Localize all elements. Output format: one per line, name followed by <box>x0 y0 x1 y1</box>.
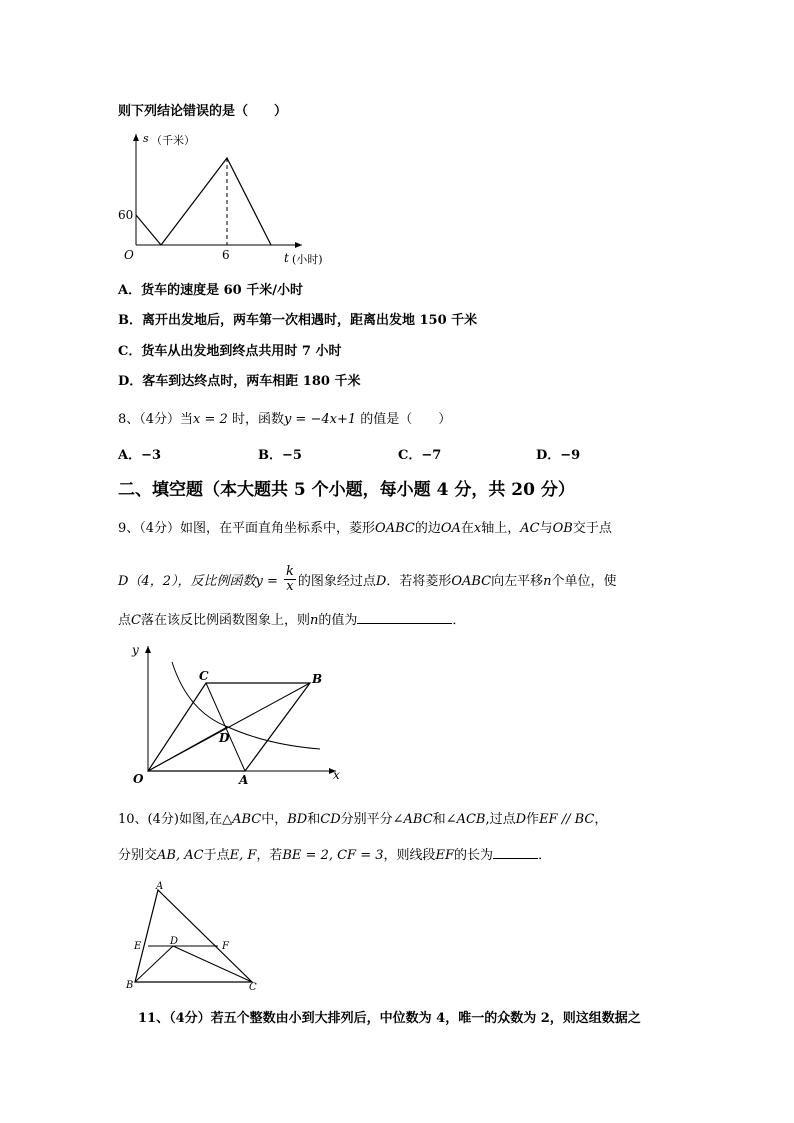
q10-label-b: B <box>126 980 134 991</box>
q9-hyperbola <box>172 662 323 749</box>
q10-line-2: 分别交AB, AC于点E, F，若BE = 2, CF = 3，则线段EF的长为 ． <box>118 848 552 863</box>
q7-line-1 <box>136 215 161 245</box>
q10-label-f: F <box>222 941 229 952</box>
q9-label-x: x <box>333 768 340 782</box>
q10-segment-cd <box>173 946 252 982</box>
q7-option-c: C．货车从出发地到终点共用时 7 小时 <box>118 344 342 359</box>
q9-label-d: D <box>219 731 230 745</box>
q7-y-tick-60: 60 <box>118 208 134 222</box>
q7-x-label: t <box>284 251 289 265</box>
q8-choice-b: B．−5 <box>258 448 302 463</box>
q10-label-e: E <box>134 941 142 952</box>
q7-option-a: A．货车的速度是 60 千米/小时 <box>118 283 303 298</box>
q7-x-unit: (小时) <box>292 253 323 266</box>
q7-option-b: B．离开出发地后，两车第一次相遇时，距离出发地 150 千米 <box>118 313 478 328</box>
q9-rhombus-figure <box>128 642 348 787</box>
q8-choice-a: A．−3 <box>118 448 162 463</box>
q10-line-1: 10、(4分)如图,在△ABC中，BD和CD分别平分∠ABC和∠ACB,过点D作EF // BC， <box>118 812 608 827</box>
q7-x-tick-6: 6 <box>222 248 230 262</box>
q7-distance-time-graph <box>110 128 350 268</box>
q10-label-d: D <box>170 936 179 947</box>
q10-label-a: A <box>156 881 164 892</box>
section-2-heading: 二、填空题（本大题共 5 个小题，每小题 4 分，共 20 分） <box>118 480 575 500</box>
q9-diagonal-ac <box>206 683 245 771</box>
q10-triangle-abc <box>135 890 252 982</box>
q8-choice-c: C．−7 <box>398 448 442 463</box>
q9-fraction: $\frac{k}{x}$ <box>285 564 294 594</box>
q8-choice-d: D．−9 <box>536 448 581 463</box>
q9-label-c: C <box>199 669 209 683</box>
q9-line-1: 9、（4分）如图，在平面直角坐标系中，菱形OABC的边OA在x轴上，AC与OB交于点 <box>118 521 612 536</box>
q7-option-d: D．客车到达终点时，两车相距 180 千米 <box>118 374 361 389</box>
q9-segment-od <box>148 727 227 771</box>
q7-y-label: s <box>143 132 149 145</box>
q9-label-o: O <box>133 772 144 786</box>
q10-label-c: C <box>249 982 257 993</box>
q9-label-a: A <box>239 773 249 787</box>
q9-label-y: y <box>132 643 139 657</box>
q9-label-b: B <box>312 672 323 686</box>
q7-y-unit: （千米） <box>151 134 195 147</box>
q10-triangle-figure <box>124 882 269 992</box>
q11-stem: 11、（4分）若五个整数由小到大排列后，中位数为 4，唯一的众数为 2，则这组数据之 <box>138 1011 641 1026</box>
q10-answer-blank <box>493 858 538 859</box>
q9-line-2: D（4，2），反比例函数y = $\frac{k}{x}$ 的图象经过点D．若将菱形OABC向左平移n个单位，使 <box>118 564 617 594</box>
q9-answer-blank <box>357 623 452 624</box>
q9-line-3: 点C落在该反比例函数图象上，则n的值为 ． <box>118 613 466 628</box>
q7-stem-tail: 则下列结论错误的是（ ） <box>118 104 288 119</box>
q8-stem: 8、（4分）当x = 2 时，函数y = −4x+1 的值是（ ） <box>118 412 452 427</box>
q7-line-2 <box>161 158 271 245</box>
q7-origin: O <box>124 248 134 262</box>
